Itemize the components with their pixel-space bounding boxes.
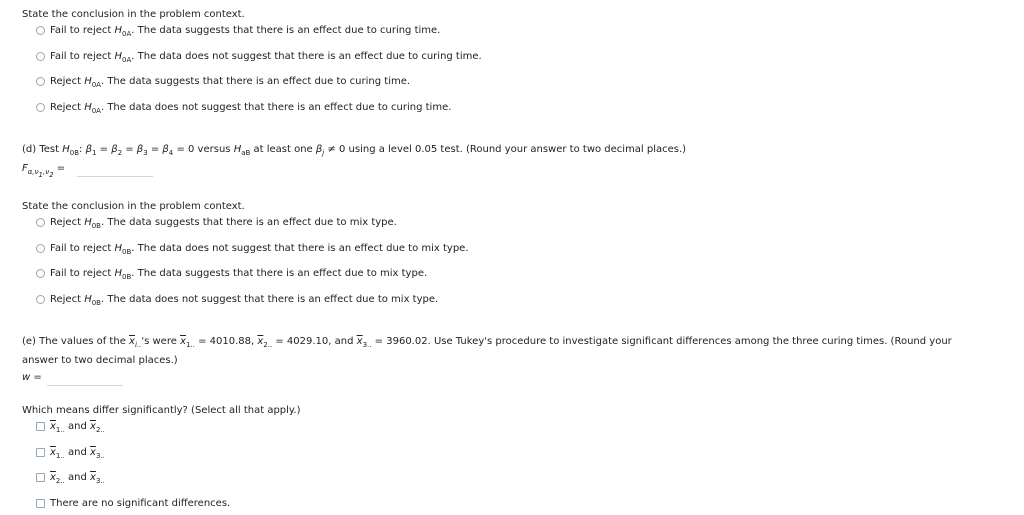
checkbox-option-1-2[interactable]: $\overline{x}_{1..}$ and $\overline{x}_{2..}$ xyxy=(36,421,105,432)
checkbox[interactable] xyxy=(36,448,45,457)
radio-button[interactable] xyxy=(36,295,45,304)
radio-button[interactable] xyxy=(36,26,45,35)
checkbox-option-2-3[interactable]: $\overline{x}_{2..}$ and $\overline{x}_{3..}$ xyxy=(36,472,105,483)
checkbox[interactable] xyxy=(36,499,45,508)
radio-option-c2[interactable]: Fail to reject $H_{0A}$. The data does not suggest that there is an effect due to curing time. xyxy=(36,51,482,62)
w-label: w = xyxy=(22,372,42,383)
conclusion-heading-c: State the conclusion in the problem context. xyxy=(22,9,245,20)
radio-button[interactable] xyxy=(36,103,45,112)
radio-button[interactable] xyxy=(36,52,45,61)
radio-button[interactable] xyxy=(36,77,45,86)
radio-option-c1[interactable]: Fail to reject $H_{0A}$. The data suggests that there is an effect due to curing time. xyxy=(36,25,440,36)
radio-option-c4[interactable]: Reject $H_{0A}$. The data does not suggest that there is an effect due to curing time. xyxy=(36,102,451,113)
checkbox[interactable] xyxy=(36,473,45,482)
radio-button[interactable] xyxy=(36,244,45,253)
part-e-question-line2: answer to two decimal places.) xyxy=(22,355,178,366)
radio-button[interactable] xyxy=(36,269,45,278)
checkbox-option-none[interactable]: There are no significant differences. xyxy=(36,498,230,509)
radio-option-c3[interactable]: Reject $H_{0A}$. The data suggests that there is an effect due to curing time. xyxy=(36,76,410,87)
radio-option-d2[interactable]: Fail to reject $H_{0B}$. The data does not suggest that there is an effect due to mix type. xyxy=(36,243,469,254)
which-means-heading: Which means differ significantly? (Select all that apply.) xyxy=(22,405,301,416)
radio-option-d4[interactable]: Reject $H_{0B}$. The data does not suggest that there is an effect due to mix type. xyxy=(36,294,438,305)
checkbox-option-1-3[interactable]: $\overline{x}_{1..}$ and $\overline{x}_{3..}$ xyxy=(36,447,105,458)
f-stat-input[interactable] xyxy=(77,162,153,177)
radio-button[interactable] xyxy=(36,218,45,227)
radio-option-d1[interactable]: Reject $H_{0B}$. The data suggests that there is an effect due to mix type. xyxy=(36,217,397,228)
part-e-question: (e) The values of the $\overline{x}_{i..}'s$ were $\overline{x}_{1..} = 4010.88$, $\overline{x}_{2..} = 4029.10$, and $\overline{x}_{3..} = 3960.02$. Use Tukey's procedure to investigate significant differences among the three curing times. (Round your xyxy=(22,336,952,349)
conclusion-heading-d: State the conclusion in the problem context. xyxy=(22,201,245,212)
f-stat-label: $F_{\alpha,\nu_1,\nu_2}$ = xyxy=(22,163,66,179)
w-input[interactable] xyxy=(47,371,123,386)
part-d-question: (d) Test $H_{0B}$: $\beta_1 = \beta_2 = \beta_3 = \beta_4 = 0$ versus $H_{aB}$ at least one $\beta_j \ne 0$ using a level 0.05 test. (Round your answer to two decimal places.) xyxy=(22,144,687,157)
radio-option-d3[interactable]: Fail to reject $H_{0B}$. The data suggests that there is an effect due to mix type. xyxy=(36,268,427,279)
checkbox[interactable] xyxy=(36,422,45,431)
